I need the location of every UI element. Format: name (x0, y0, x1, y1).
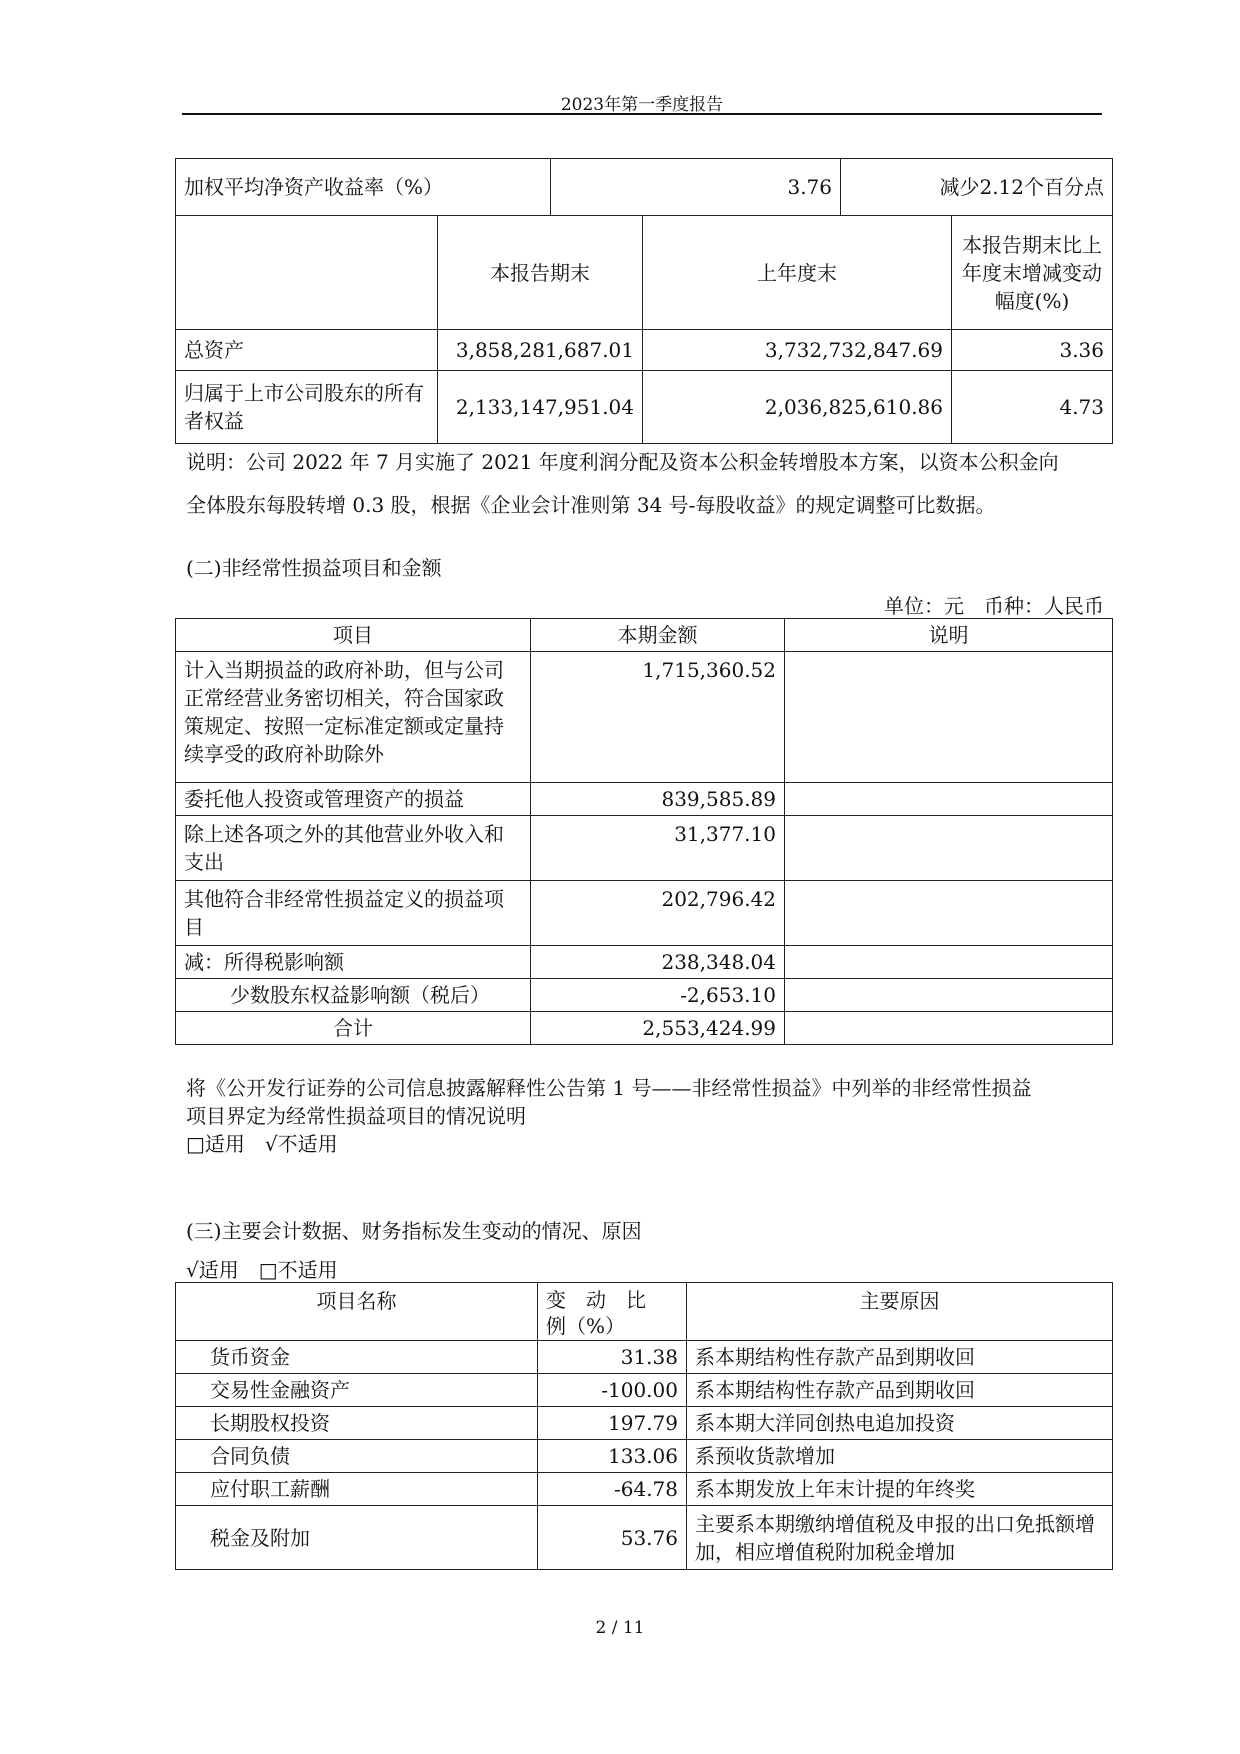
balance-row-current: 3,858,281,687.01 (438, 330, 643, 371)
table-row-desc (785, 783, 1113, 816)
note-line-1: 说明：公司 2022 年 7 月实施了 2021 年度利润分配及资本公积金转增股本方案，以资本公积金向 (186, 450, 1059, 474)
section2-para-2: 项目界定为经常性损益项目的情况说明 (186, 1104, 526, 1128)
table-row-name: 长期股权投资 (176, 1407, 538, 1440)
col-header-amount: 本期金额 (531, 619, 785, 652)
table-row-item: 少数股东权益影响额（税后） (176, 979, 531, 1012)
table-row-reason: 系本期大洋同创热电追加投资 (687, 1407, 1113, 1440)
col-header-name: 项目名称 (176, 1283, 538, 1341)
table-row-reason: 系本期结构性存款产品到期收回 (687, 1374, 1113, 1407)
nonrecurring-table (175, 618, 1113, 1045)
table-row-amount: 839,585.89 (531, 783, 785, 816)
table-row-name: 税金及附加 (176, 1506, 538, 1570)
balance-row-name: 总资产 (176, 330, 438, 371)
page-header-title: 2023年第一季度报告 (560, 95, 724, 115)
table-row-total: 合计 (176, 1012, 531, 1045)
table-row-amount: 202,796.42 (531, 881, 785, 946)
table-row-reason: 系本期结构性存款产品到期收回 (687, 1341, 1113, 1374)
balance-row-change: 4.73 (952, 371, 1113, 444)
balance-row-name: 归属于上市公司股东的所有者权益 (176, 371, 438, 444)
table-row-desc (785, 881, 1113, 946)
table-row-reason: 系预收货款增加 (687, 1440, 1113, 1473)
table-row-reason: 主要系本期缴纳增值税及申报的出口免抵额增加，相应增值税附加税金增加 (687, 1506, 1113, 1570)
table-row-item: 除上述各项之外的其他营业外收入和支出 (176, 816, 531, 881)
table-row-ratio: 53.76 (538, 1506, 687, 1570)
balance-header-current: 本报告期末 (438, 216, 643, 330)
balance-header-blank (176, 216, 438, 330)
table-row-desc (785, 946, 1113, 979)
header-rule (182, 113, 1102, 115)
table-row-item: 委托他人投资或管理资产的损益 (176, 783, 531, 816)
section2-unit: 单位：元 币种：人民币 (884, 594, 1104, 618)
table-row-name: 货币资金 (176, 1341, 538, 1374)
table-row-item: 其他符合非经常性损益定义的损益项目 (176, 881, 531, 946)
section2-title: (二)非经常性损益项目和金额 (186, 556, 442, 580)
table-row-name: 合同负债 (176, 1440, 538, 1473)
table-row-item: 减：所得税影响额 (176, 946, 531, 979)
table-row-desc (785, 1012, 1113, 1045)
table-row-item: 计入当期损益的政府补助，但与公司正常经营业务密切相关，符合国家政策规定、按照一定标准定额或定量持续享受的政府补助除外 (176, 652, 531, 783)
table-row-amount: 2,553,424.99 (531, 1012, 785, 1045)
table-row-desc (785, 979, 1113, 1012)
roe-label: 加权平均净资产收益率（%） (176, 159, 551, 216)
table-row-desc (785, 816, 1113, 881)
balance-header-change: 本报告期末比上年度末增减变动幅度(%) (952, 216, 1113, 330)
section3-title: (三)主要会计数据、财务指标发生变动的情况、原因 (186, 1219, 642, 1243)
table-row-reason: 系本期发放上年末计提的年终奖 (687, 1473, 1113, 1506)
table-row-amount: 1,715,360.52 (531, 652, 785, 783)
col-header-reason: 主要原因 (687, 1283, 1113, 1341)
table-row-ratio: -64.78 (538, 1473, 687, 1506)
roe-table (175, 158, 1113, 216)
table-row-desc (785, 652, 1113, 783)
page-number: 2 / 11 (595, 1618, 645, 1638)
table-row-name: 应付职工薪酬 (176, 1473, 538, 1506)
table-row-ratio: 133.06 (538, 1440, 687, 1473)
balance-row-change: 3.36 (952, 330, 1113, 371)
table-row-amount: -2,653.10 (531, 979, 785, 1012)
note-line-2: 全体股东每股转增 0.3 股，根据《企业会计准则第 34 号-每股收益》的规定调整可比数据。 (186, 493, 996, 517)
table-row-amount: 238,348.04 (531, 946, 785, 979)
balance-row-prior: 2,036,825,610.86 (643, 371, 952, 444)
balance-header-prior: 上年度末 (643, 216, 952, 330)
table-row-amount: 31,377.10 (531, 816, 785, 881)
section2-para-1: 将《公开发行证券的公司信息披露解释性公告第 1 号——非经常性损益》中列举的非经常性损益 (186, 1076, 1032, 1100)
table-row-name: 交易性金融资产 (176, 1374, 538, 1407)
col-header-item: 项目 (176, 619, 531, 652)
col-header-ratio: 变 动 比 例（%） (538, 1283, 687, 1341)
roe-change: 减少2.12个百分点 (841, 159, 1113, 216)
section3-applicable: √适用 □不适用 (186, 1258, 338, 1282)
table-row-ratio: 197.79 (538, 1407, 687, 1440)
balance-table (175, 215, 1113, 444)
balance-row-current: 2,133,147,951.04 (438, 371, 643, 444)
table-row-ratio: 31.38 (538, 1341, 687, 1374)
section2-applicable: □适用 √不适用 (186, 1132, 338, 1156)
col-header-desc: 说明 (785, 619, 1113, 652)
balance-row-prior: 3,732,732,847.69 (643, 330, 952, 371)
changes-table (175, 1282, 1113, 1570)
roe-value: 3.76 (551, 159, 841, 216)
table-row-ratio: -100.00 (538, 1374, 687, 1407)
